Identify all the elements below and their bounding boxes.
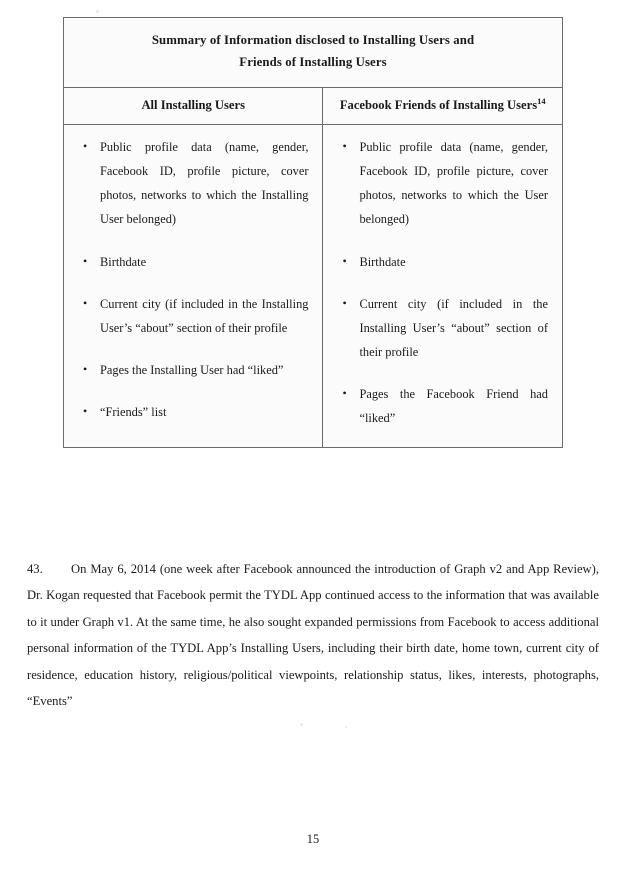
- column-header-facebook-friends: [323, 87, 563, 124]
- summary-table: [63, 17, 563, 448]
- table-title-cell: [64, 18, 563, 88]
- table-title-line-2: Friends of Installing Users: [239, 55, 387, 70]
- list-item: • Public profile data (name, gender, Facebook ID, profile picture, cover photos, networks to which the User belonged): [359, 135, 548, 232]
- cell-all-installing-users: [64, 124, 323, 447]
- list-item: • “Friends” list: [100, 400, 308, 424]
- table-body-row: [64, 124, 563, 447]
- column-header-label: Facebook Friends of Installing Users: [339, 97, 538, 112]
- list-item: • Pages the Installing User had “liked”: [100, 358, 308, 382]
- list-item: • Public profile data (name, gender, Facebook ID, profile picture, cover photos, networks to which the Installing User belonged): [100, 135, 308, 232]
- right-bullet-list: [333, 135, 548, 431]
- scan-speck: [345, 726, 347, 728]
- scan-speck: [300, 723, 303, 726]
- table-title-row: [64, 18, 563, 88]
- scan-speck: [96, 10, 99, 13]
- footnote-marker: 14: [537, 95, 546, 106]
- paragraph-text: On May 6, 2014 (one week after Facebook announced the introduction of Graph v2 and App Review), Dr. Kogan requested that Facebook permit the TYDL App continued access to the information that was available to it under Graph v1. At the same time, he also sought expanded permissions from Facebook to access additional personal information of the TYDL App’s Installing Users, including their birth date, home town, current city of residence, education history, religious/political viewpoints, relationship status, likes, interests, photographs, “Events”: [27, 562, 599, 709]
- list-item: • Current city (if included in the Installing User’s “about” section of their profile: [100, 292, 308, 340]
- list-item: • Birthdate: [100, 250, 308, 274]
- column-header-all-installing-users: [64, 87, 323, 124]
- list-item: • Pages the Facebook Friend had “liked”: [359, 382, 548, 430]
- cell-facebook-friends: [323, 124, 563, 447]
- column-header-label: All Installing Users: [141, 97, 246, 112]
- list-item: • Current city (if included in the Installing User’s “about” section of their profile: [359, 292, 548, 365]
- list-item: • Birthdate: [359, 250, 548, 274]
- left-bullet-list: [74, 135, 308, 425]
- paragraph-number: 43.: [27, 562, 43, 576]
- table-title-line-1: Summary of Information disclosed to Installing Users and: [151, 33, 475, 47]
- page-number: 15: [306, 832, 320, 846]
- table-header-row: [64, 87, 563, 124]
- summary-table-container: [63, 17, 563, 448]
- paragraph-43: [27, 556, 599, 715]
